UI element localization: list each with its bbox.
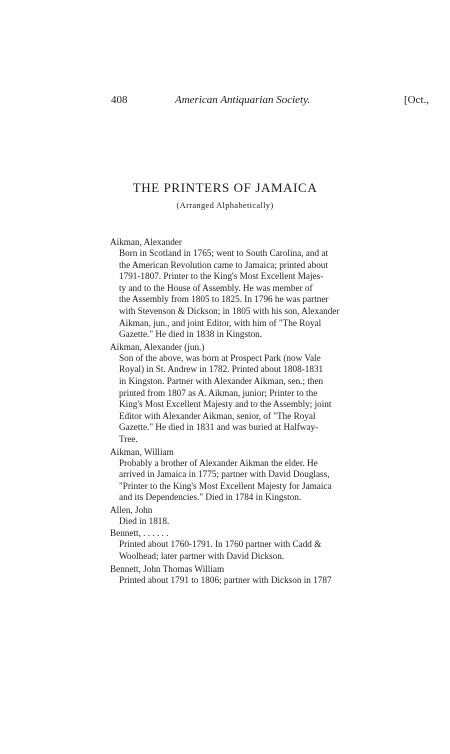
entry-name: Bennett, John Thomas William	[110, 563, 225, 574]
entry	[108, 341, 440, 446]
entry-name: Aikman, William	[110, 446, 174, 457]
entry-name: Allen, John	[110, 504, 153, 515]
entry-name: Aikman, Alexander	[110, 237, 182, 247]
entry	[108, 446, 440, 504]
entry-body: Probably a brother of Alexander Aikman the elder. He arrived in Jamaica in 1775; partner with David Douglass, "Printer to the King's Most Excellent Majesty for Jamaica and its Dependencies." Died in 1784 in Kingston.	[119, 457, 332, 503]
entry-name: Aikman, Alexander (jun.)	[110, 341, 205, 352]
entry-body: Died in 1818.	[119, 515, 170, 526]
article-subtitle: (Arranged Alphabetically)	[176, 200, 274, 210]
issue-month: [Oct.,	[403, 94, 429, 106]
entry	[108, 236, 440, 341]
printer-entries	[108, 236, 440, 586]
entry-body: Printed about 1791 to 1806; partner with Dickson in 1787	[119, 574, 332, 585]
entry-body: Born in Scotland in 1765; went to South Carolina, and at the American Revolution came to Jamaica; printed about 1791-1807. Printer to the King's Most Excellent Majes- ty and to the House of Assembly. He was member of the Assembly from 1805 to 1825. In 1796 he was partner with Stevenson & Dickson; in 1805 with his son, Alexander Aikman, jun., and joint Editor, with him of "The Royal Gazette." He died in 1838 in Kingston.	[119, 248, 340, 340]
page-number: 408	[111, 94, 128, 106]
entry	[108, 504, 440, 528]
entry	[108, 563, 440, 587]
entry-name: Bennett, . . . . . .	[110, 528, 169, 539]
article-title: THE PRINTERS OF JAMAICA	[132, 180, 318, 195]
entry-body: Son of the above, was born at Prospect Park (now Vale Royal) in St. Andrew in 1782. Printed about 1808-1831 in Kingston. Partner with Alexander Aikman, sen.; then printed from 1807 as A. Aikman, junior; Printer to the King's Most Excellent Majesty and to the Assembly; joint Editor with Alexander Aikman, senior, of "The Royal Gazette." He died in 1831 and was buried at Halfway- Tree.	[119, 352, 332, 444]
entry	[108, 527, 440, 562]
journal-title: American Antiquarian Society.	[175, 94, 311, 106]
entry-body: Printed about 1760-1791. In 1760 partner with Cadd & Woolhead; later partner with David Dickson.	[119, 539, 322, 562]
